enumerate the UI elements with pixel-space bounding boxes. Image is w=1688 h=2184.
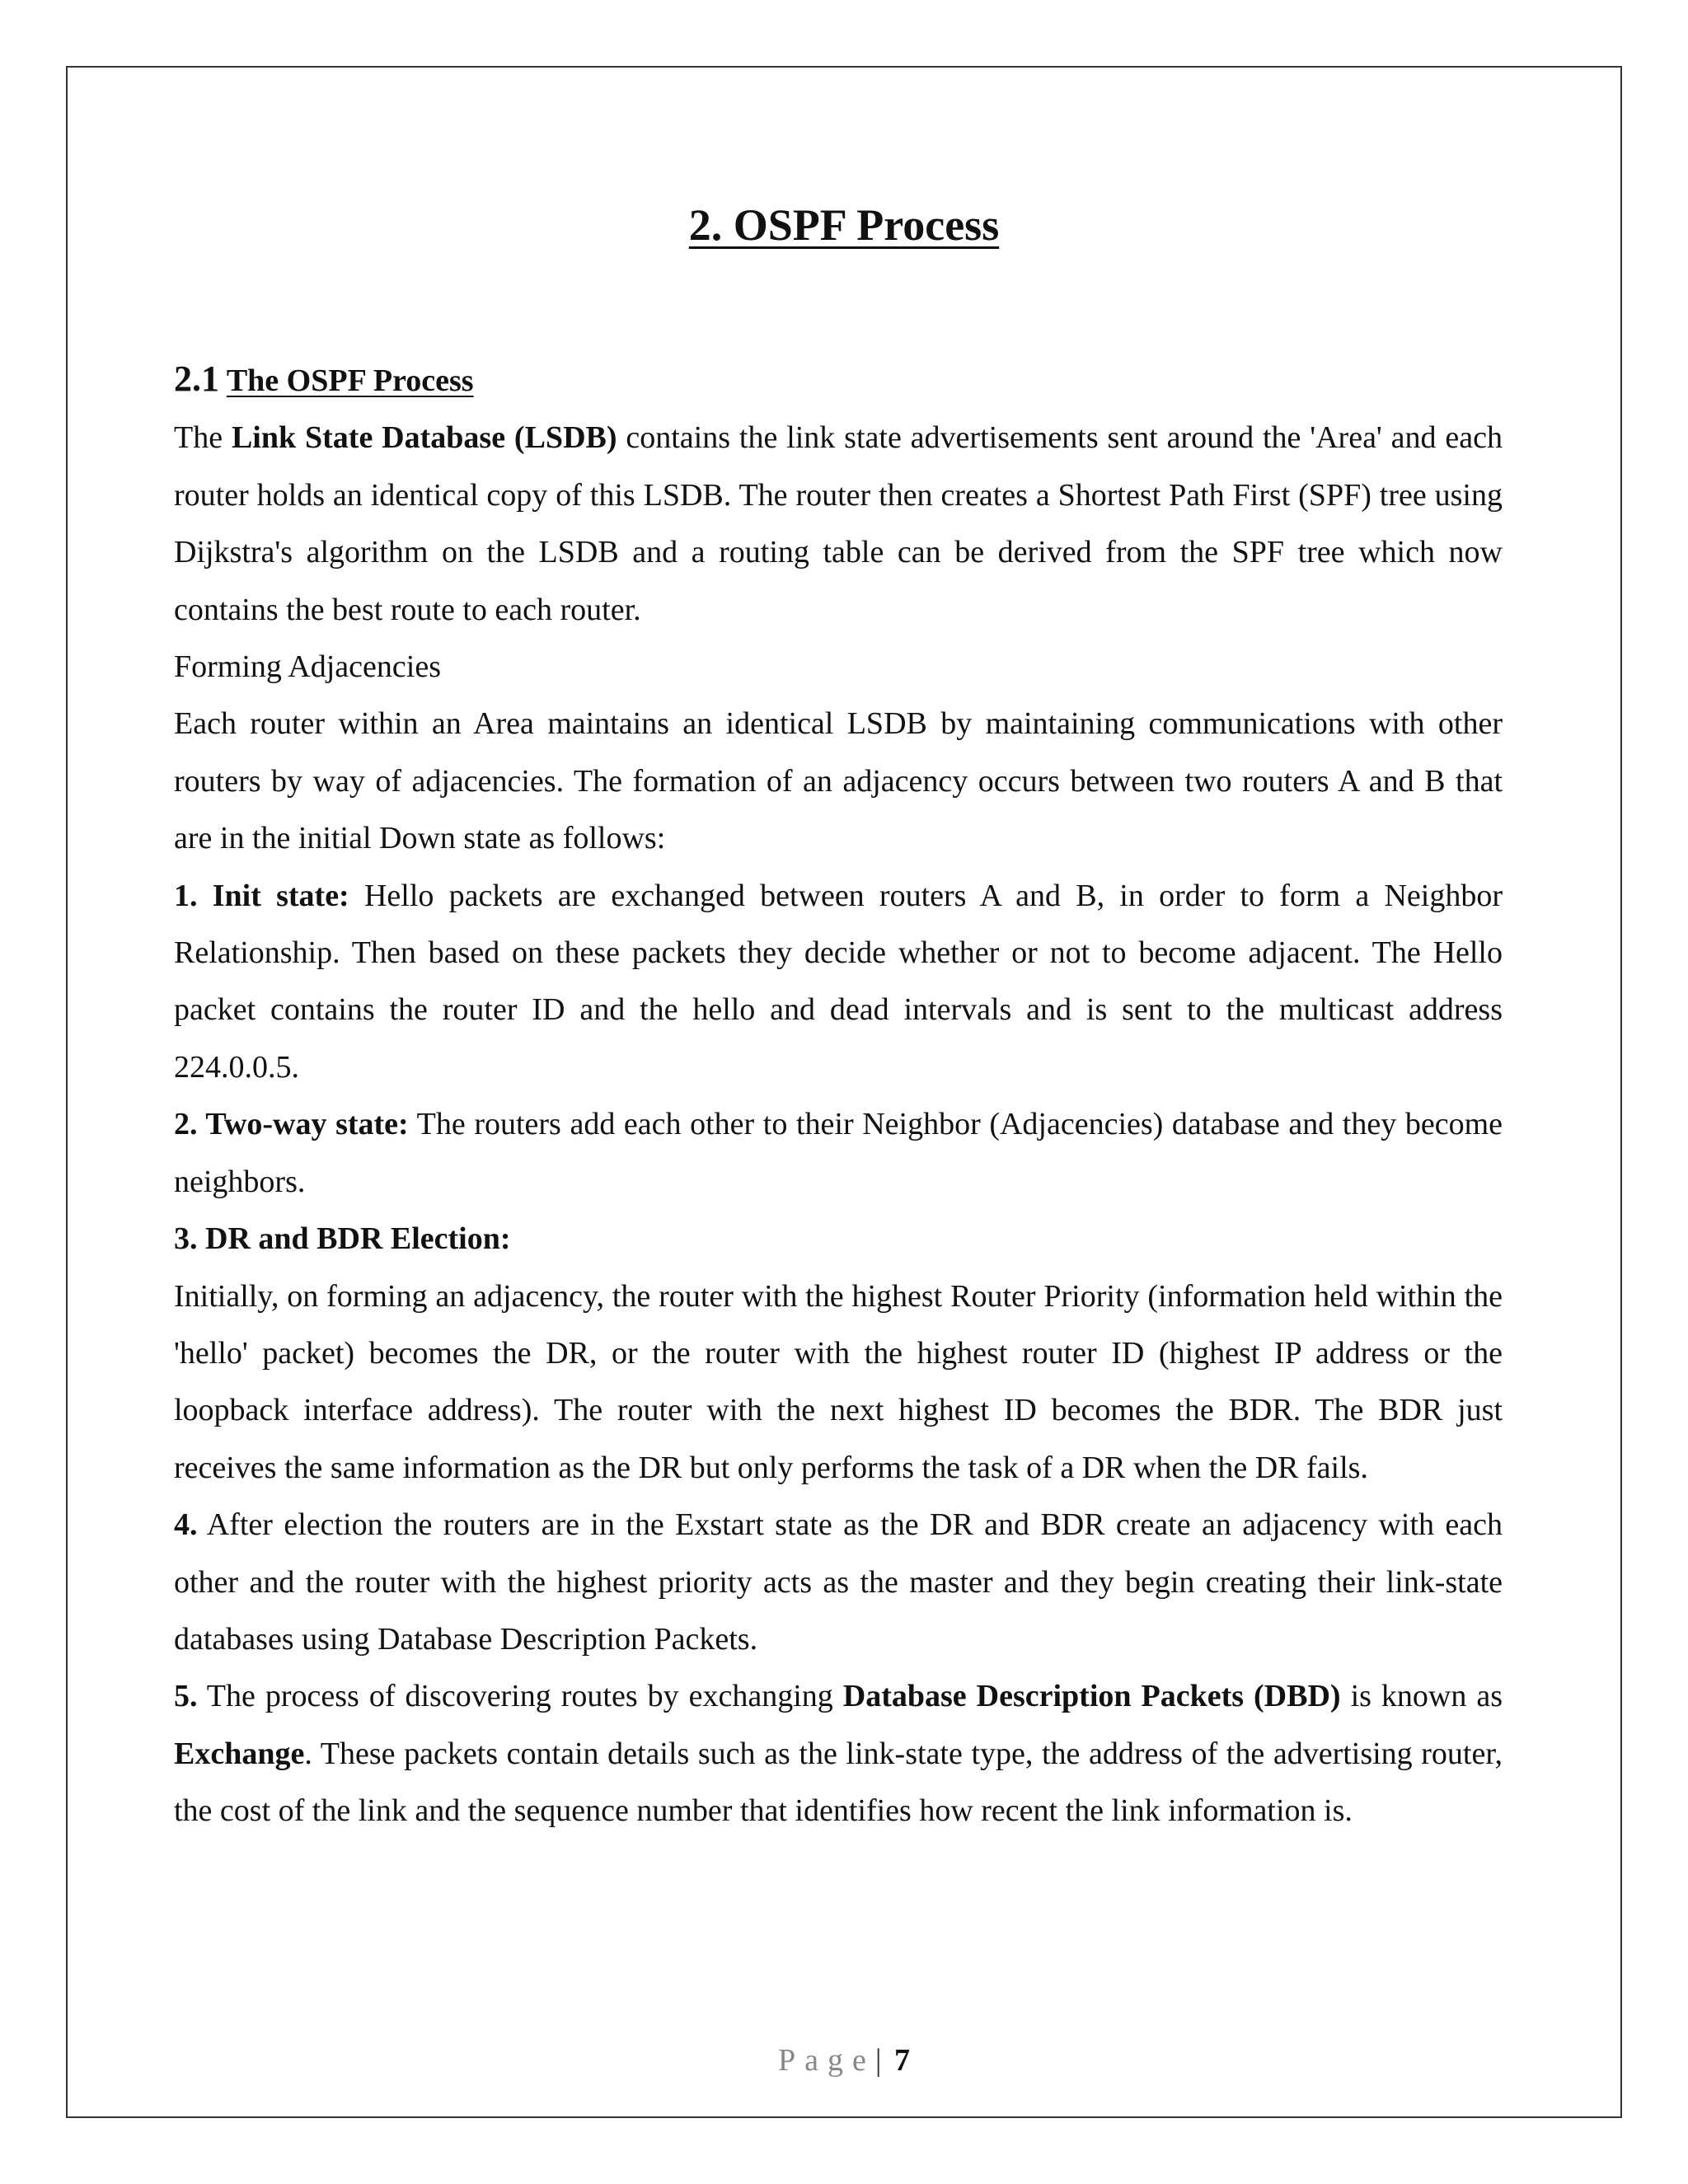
step-two-way-state-text: The routers add each other to their Neighbor (Adjacencies) database and they become neighbors. — [174, 1107, 1503, 1199]
page-label: Page — [778, 2043, 875, 2078]
section-heading — [174, 350, 1503, 410]
adjacency-intro-paragraph: Each router within an Area maintains an identical LSDB by maintaining communications with other routers by way of adjacencies. The formation of an adjacency occurs between two routers A and B that are in the initial Down state as follows: — [174, 706, 1503, 856]
step-exchange-label: 5. — [174, 1679, 198, 1714]
lsdb-paragraph-lead: The — [174, 420, 232, 456]
forming-adjacencies-heading: Forming Adjacencies — [174, 649, 441, 685]
exchange-term: Exchange — [174, 1736, 305, 1771]
step-exstart — [174, 1497, 1503, 1668]
step-exchange-text-c: is known as — [1340, 1679, 1503, 1714]
chapter-title — [0, 196, 1688, 254]
step-exstart-label: 4. — [174, 1507, 198, 1543]
page-footer — [0, 2041, 1688, 2080]
page-content — [174, 350, 1503, 1840]
step-two-way-state — [174, 1096, 1503, 1211]
page-number: 7 — [893, 2043, 910, 2078]
section-number: 2.1 — [174, 359, 219, 399]
step-two-way-state-label: 2. Two-way state: — [174, 1107, 409, 1142]
step-exchange-text-e: . These packets contain details such as the link-state type, the address of the advertising router, the cost of the link and the sequence number that identifies how recent the link information is. — [174, 1736, 1503, 1829]
lsdb-term: Link State Database (LSDB) — [231, 420, 617, 456]
step-exchange-text-a: The process of discovering routes by exchanging — [197, 1679, 843, 1714]
lsdb-paragraph — [174, 410, 1503, 639]
page-separator: | — [874, 2043, 882, 2078]
step-exstart-text: After election the routers are in the Exstart state as the DR and BDR create an adjacency with each other and the router with the highest priority acts as the master and they begin creating their link-state databases using Database Description Packets. — [174, 1507, 1503, 1657]
lsdb-paragraph-body: contains the link state advertisements sent around the 'Area' and each router holds an identical copy of this LSDB. The router then creates a Shortest Path First (SPF) tree using Dijkstra's algorithm on the LSDB and a routing table can be derived from the SPF tree which now contains the best route to each router. — [174, 420, 1503, 627]
step-dr-bdr-election-label: 3. DR and BDR Election: — [174, 1221, 511, 1257]
step-init-state — [174, 868, 1503, 1097]
section-title: The OSPF Process — [226, 363, 474, 398]
dbd-term: Database Description Packets (DBD) — [842, 1679, 1341, 1714]
step-dr-bdr-election-text: Initially, on forming an adjacency, the router with the highest Router Priority (information held within the 'hello' packet) becomes the DR, or the router with the highest router ID (highest IP address or the loopback interface address). The router with the next highest ID becomes the BDR. The BDR just receives the same information as the DR but only performs the task of a DR when the DR fails. — [174, 1278, 1503, 1485]
step-exchange — [174, 1668, 1503, 1840]
step-init-state-text: Hello packets are exchanged between routers A and B, in order to form a Neighbor Relationship. Then based on these packets they decide whether or not to become adjacent. The Hello packet contains the router ID and the hello and dead intervals and is sent to the multicast address 224.0.0.5. — [174, 878, 1503, 1085]
step-init-state-label: 1. Init state: — [174, 878, 349, 913]
chapter-title-text: 2. OSPF Process — [688, 200, 1000, 250]
